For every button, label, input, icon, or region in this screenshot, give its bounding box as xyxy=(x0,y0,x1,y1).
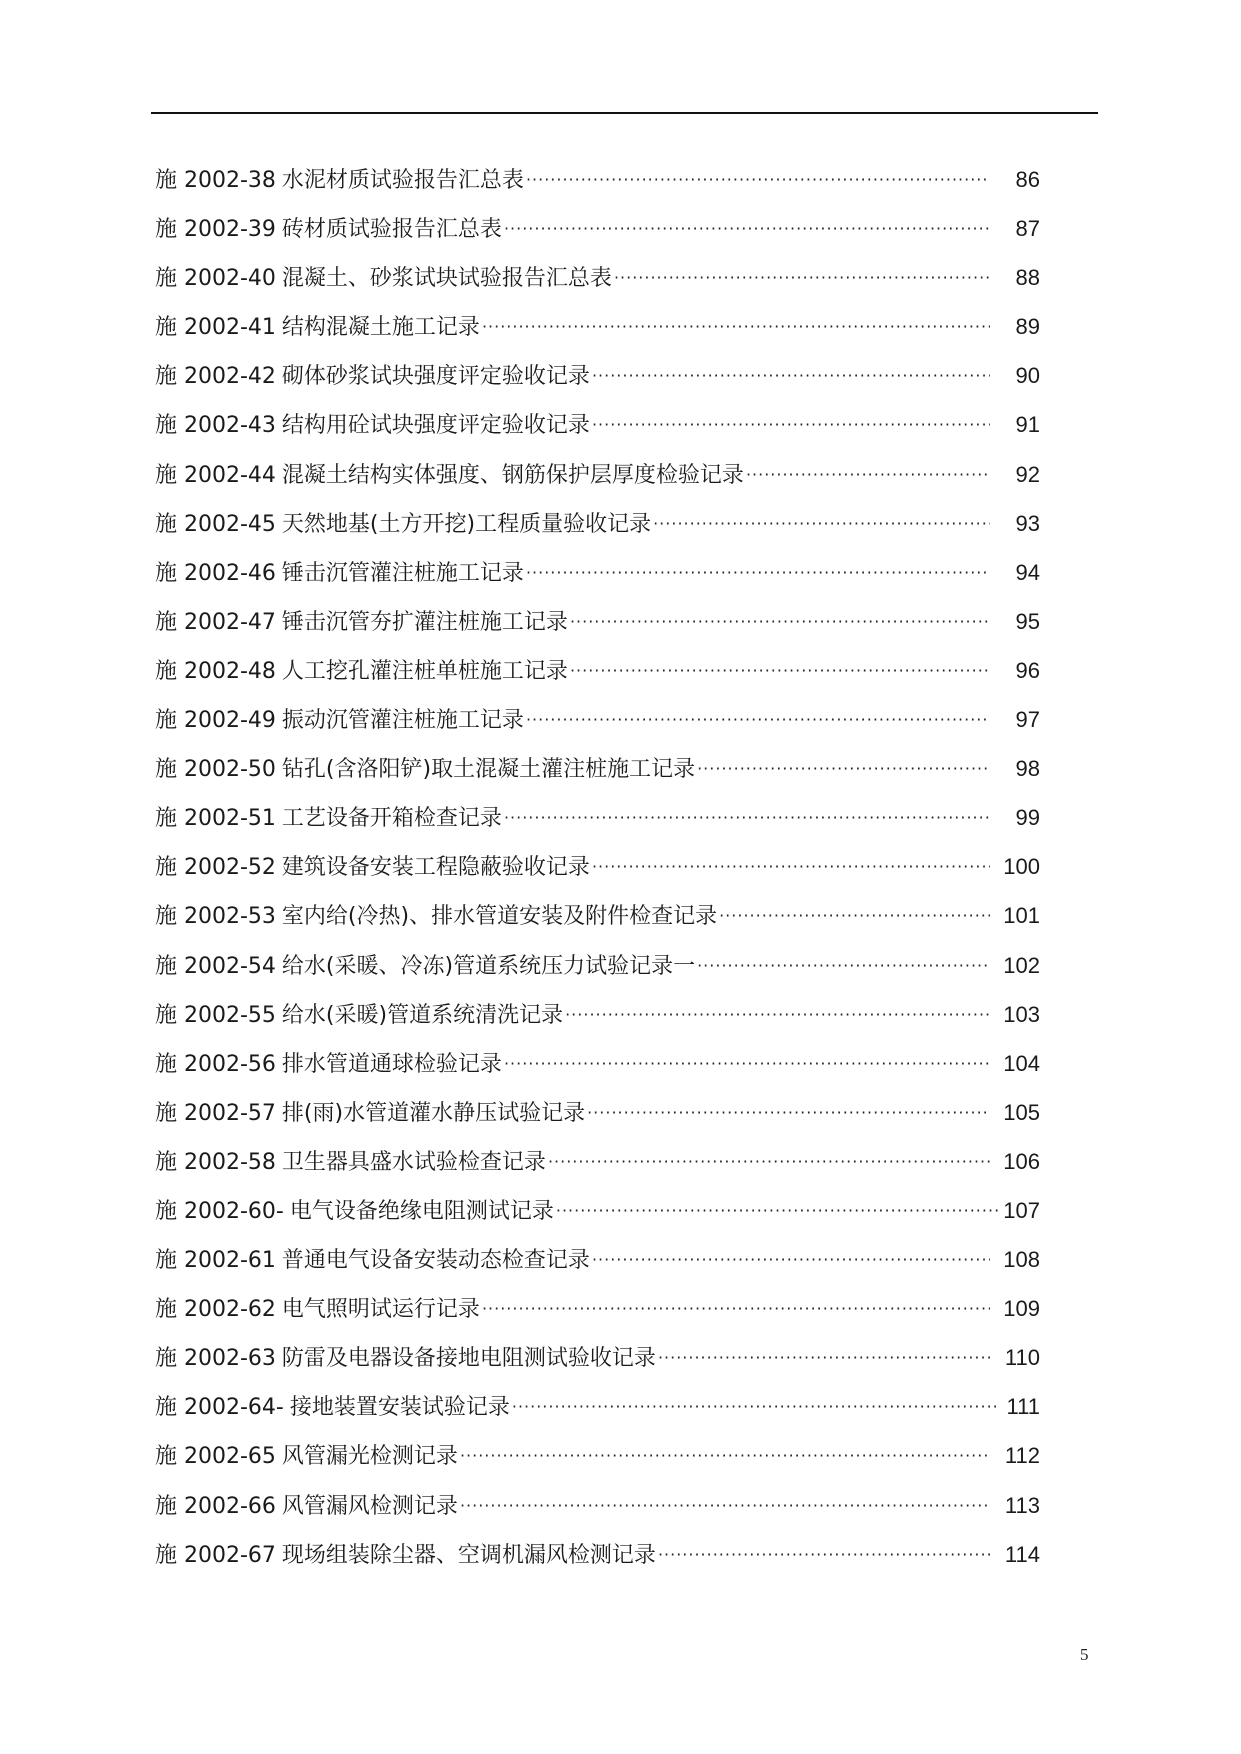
toc-entry-code: 施 2002-60- xyxy=(155,1198,284,1224)
toc-entry[interactable] xyxy=(155,155,1040,204)
toc-entry-title: 建筑设备安装工程隐蔽验收记录 xyxy=(281,855,590,881)
toc-entry-code: 施 2002-64- xyxy=(155,1395,284,1421)
toc-entry-code: 施 2002-42 xyxy=(155,364,276,390)
toc-dot-leader xyxy=(512,1382,1000,1431)
toc-entry[interactable] xyxy=(155,695,1040,744)
toc-entry[interactable] xyxy=(155,499,1040,548)
toc-entry-page: 102 xyxy=(1003,952,1040,978)
toc-dot-leader xyxy=(746,450,990,499)
toc-entry[interactable] xyxy=(155,400,1040,449)
toc-dot-leader xyxy=(482,1284,990,1333)
toc-entry[interactable] xyxy=(155,941,1040,990)
toc-entry[interactable] xyxy=(155,1284,1040,1333)
toc-entry-page: 91 xyxy=(1015,412,1040,438)
toc-entry-code: 施 2002-62 xyxy=(155,1297,276,1323)
toc-dot-leader xyxy=(504,204,990,253)
toc-entry[interactable] xyxy=(155,302,1040,351)
toc-entry[interactable] xyxy=(155,548,1040,597)
toc-entry-code: 施 2002-41 xyxy=(155,315,276,341)
toc-entry[interactable] xyxy=(155,1186,1040,1235)
page-number: 5 xyxy=(1080,1645,1089,1664)
toc-entry-page: 87 xyxy=(1015,216,1040,242)
toc-entry-page: 108 xyxy=(1003,1247,1040,1273)
toc-dot-leader xyxy=(614,253,990,302)
toc-entry[interactable] xyxy=(155,204,1040,253)
toc-entry-title: 砌体砂浆试块强度评定验收记录 xyxy=(281,364,590,390)
toc-entry-code: 施 2002-65 xyxy=(155,1444,276,1470)
toc-entry-title: 室内给(冷热)、排水管道安装及附件检查记录 xyxy=(281,904,718,930)
toc-entry-page: 107 xyxy=(1003,1197,1040,1223)
toc-entry[interactable] xyxy=(155,793,1040,842)
toc-entry-page: 112 xyxy=(1004,1443,1040,1469)
toc-entry-page: 98 xyxy=(1015,756,1040,782)
toc-entry-title: 现场组装除尘器、空调机漏风检测记录 xyxy=(281,1542,656,1568)
toc-entry-title: 混凝土结构实体强度、钢筋保护层厚度检验记录 xyxy=(281,462,744,488)
toc-entry-page: 114 xyxy=(1004,1541,1040,1567)
toc-entry-page: 105 xyxy=(1003,1099,1040,1125)
toc-entry[interactable] xyxy=(155,744,1040,793)
toc-entry-title: 风管漏光检测记录 xyxy=(281,1444,458,1470)
toc-entry-code: 施 2002-45 xyxy=(155,511,276,537)
toc-entry-page: 92 xyxy=(1015,461,1040,487)
toc-entry-title: 防雷及电器设备接地电阻测试验收记录 xyxy=(281,1346,656,1372)
toc-entry-code: 施 2002-54 xyxy=(155,953,276,979)
toc-entry[interactable] xyxy=(155,1481,1040,1530)
toc-entry-code: 施 2002-46 xyxy=(155,560,276,586)
toc-entry[interactable] xyxy=(155,1039,1040,1088)
toc-entry-title: 电气照明试运行记录 xyxy=(281,1297,480,1323)
toc-entry-title: 结构混凝土施工记录 xyxy=(281,315,480,341)
toc-entry-code: 施 2002-47 xyxy=(155,609,276,635)
toc-entry-page: 111 xyxy=(1006,1394,1040,1420)
toc-entry[interactable] xyxy=(155,990,1040,1039)
toc-entry-page: 88 xyxy=(1015,265,1040,291)
toc-dot-leader xyxy=(658,1530,990,1579)
toc-dot-leader xyxy=(658,1333,990,1382)
toc-entry-page: 86 xyxy=(1015,167,1040,192)
toc-dot-leader xyxy=(697,744,990,793)
toc-dot-leader xyxy=(592,351,990,400)
toc-entry-code: 施 2002-40 xyxy=(155,266,276,292)
toc-entry[interactable] xyxy=(155,351,1040,400)
toc-dot-leader xyxy=(592,400,990,449)
toc-entry-page: 110 xyxy=(1004,1345,1040,1371)
toc-entry-page: 90 xyxy=(1015,363,1040,389)
toc-dot-leader xyxy=(460,1431,990,1480)
toc-entry-title: 天然地基(土方开挖)工程质量验收记录 xyxy=(281,511,652,537)
toc-entry-code: 施 2002-48 xyxy=(155,658,276,684)
toc-entry[interactable] xyxy=(155,646,1040,695)
toc-entry-page: 109 xyxy=(1003,1296,1040,1322)
toc-entry-page: 89 xyxy=(1015,314,1040,340)
toc-entry-page: 99 xyxy=(1015,805,1040,831)
toc-entry-page: 101 xyxy=(1003,903,1040,929)
toc-dot-leader xyxy=(570,646,990,695)
toc-entry[interactable] xyxy=(155,1333,1040,1382)
toc-entry-title: 锤击沉管灌注桩施工记录 xyxy=(281,560,524,586)
toc-entry-title: 风管漏风检测记录 xyxy=(281,1493,458,1519)
toc-entry-page: 100 xyxy=(1003,854,1040,880)
toc-entry-code: 施 2002-55 xyxy=(155,1002,276,1028)
toc-entry-code: 施 2002-44 xyxy=(155,462,276,488)
toc-entry-title: 排(雨)水管道灌水静压试验记录 xyxy=(281,1100,586,1126)
toc-entry-code: 施 2002-56 xyxy=(155,1051,276,1077)
toc-dot-leader xyxy=(565,990,990,1039)
toc-entry-code: 施 2002-63 xyxy=(155,1346,276,1372)
toc-entry-title: 卫生器具盛水试验检查记录 xyxy=(281,1149,546,1175)
toc-entry-page: 97 xyxy=(1015,707,1040,733)
toc-entry[interactable] xyxy=(155,1088,1040,1137)
toc-entry-title: 电气设备绝缘电阻测试记录 xyxy=(289,1198,554,1224)
toc-entry-title: 振动沉管灌注桩施工记录 xyxy=(281,708,524,734)
toc-entry-page: 104 xyxy=(1003,1050,1040,1076)
toc-entry[interactable] xyxy=(155,1235,1040,1284)
toc-entry-code: 施 2002-61 xyxy=(155,1248,276,1274)
toc-dot-leader xyxy=(592,1235,990,1284)
toc-entry-page: 103 xyxy=(1003,1001,1040,1027)
toc-dot-leader xyxy=(504,1039,990,1088)
toc-dot-leader xyxy=(482,302,990,351)
toc-entry-title: 给水(采暖)管道系统清洗记录 xyxy=(281,1002,564,1028)
toc-dot-leader xyxy=(556,1186,1000,1235)
toc-entry-title: 普通电气设备安装动态检查记录 xyxy=(281,1248,590,1274)
toc-dot-leader xyxy=(719,891,990,940)
toc-dot-leader xyxy=(592,842,990,891)
toc-entry-title: 结构用砼试块强度评定验收记录 xyxy=(281,413,590,439)
toc-dot-leader xyxy=(504,793,990,842)
toc-entry[interactable] xyxy=(155,1137,1040,1186)
toc-entry-title: 钻孔(含洛阳铲)取土混凝土灌注桩施工记录 xyxy=(281,757,696,783)
toc-entry-page: 96 xyxy=(1015,657,1040,683)
toc-dot-leader xyxy=(570,597,990,646)
toc-dot-leader xyxy=(526,695,990,744)
toc-entry[interactable] xyxy=(155,450,1040,499)
toc-entry[interactable] xyxy=(155,891,1040,940)
toc-entry[interactable] xyxy=(155,253,1040,302)
toc-entry-page: 93 xyxy=(1015,510,1040,536)
toc-entry-title: 砖材质试验报告汇总表 xyxy=(281,217,502,243)
toc-entry-code: 施 2002-53 xyxy=(155,904,276,930)
toc-entry-code: 施 2002-52 xyxy=(155,855,276,881)
toc-dot-leader xyxy=(526,548,990,597)
toc-entry-page: 94 xyxy=(1015,559,1040,585)
toc-entry[interactable] xyxy=(155,1431,1040,1480)
toc-entry-code: 施 2002-38 xyxy=(155,168,276,193)
toc-entry-title: 工艺设备开箱检查记录 xyxy=(281,806,502,832)
toc-entry-page: 113 xyxy=(1004,1492,1040,1518)
toc-entry-code: 施 2002-43 xyxy=(155,413,276,439)
toc-entry-code: 施 2002-57 xyxy=(155,1100,276,1126)
toc-entry-title: 人工挖孔灌注桩单桩施工记录 xyxy=(281,658,568,684)
toc-dot-leader xyxy=(548,1137,990,1186)
toc-entry-page: 106 xyxy=(1003,1148,1040,1174)
toc-entry-code: 施 2002-67 xyxy=(155,1542,276,1568)
table-of-contents xyxy=(155,155,1040,1579)
toc-entry-code: 施 2002-50 xyxy=(155,757,276,783)
toc-entry[interactable] xyxy=(155,1382,1040,1431)
toc-dot-leader xyxy=(653,499,990,548)
toc-dot-leader xyxy=(460,1481,990,1530)
toc-entry[interactable] xyxy=(155,597,1040,646)
toc-entry-code: 施 2002-49 xyxy=(155,708,276,734)
toc-entry-title: 给水(采暖、冷冻)管道系统压力试验记录一 xyxy=(281,953,696,979)
toc-dot-leader xyxy=(526,155,990,204)
toc-entry-title: 接地装置安装试验记录 xyxy=(289,1395,510,1421)
toc-entry-code: 施 2002-39 xyxy=(155,217,276,243)
header-rule xyxy=(151,112,1098,114)
toc-entry-title: 水泥材质试验报告汇总表 xyxy=(281,168,524,193)
toc-entry[interactable] xyxy=(155,842,1040,891)
toc-entry-title: 锤击沉管夯扩灌注桩施工记录 xyxy=(281,609,568,635)
toc-entry[interactable] xyxy=(155,1530,1040,1579)
toc-entry-code: 施 2002-58 xyxy=(155,1149,276,1175)
toc-dot-leader xyxy=(697,941,990,990)
toc-entry-code: 施 2002-51 xyxy=(155,806,276,832)
toc-entry-title: 排水管道通球检验记录 xyxy=(281,1051,502,1077)
toc-entry-title: 混凝土、砂浆试块试验报告汇总表 xyxy=(281,266,612,292)
toc-entry-page: 95 xyxy=(1015,608,1040,634)
toc-entry-code: 施 2002-66 xyxy=(155,1493,276,1519)
toc-dot-leader xyxy=(587,1088,990,1137)
